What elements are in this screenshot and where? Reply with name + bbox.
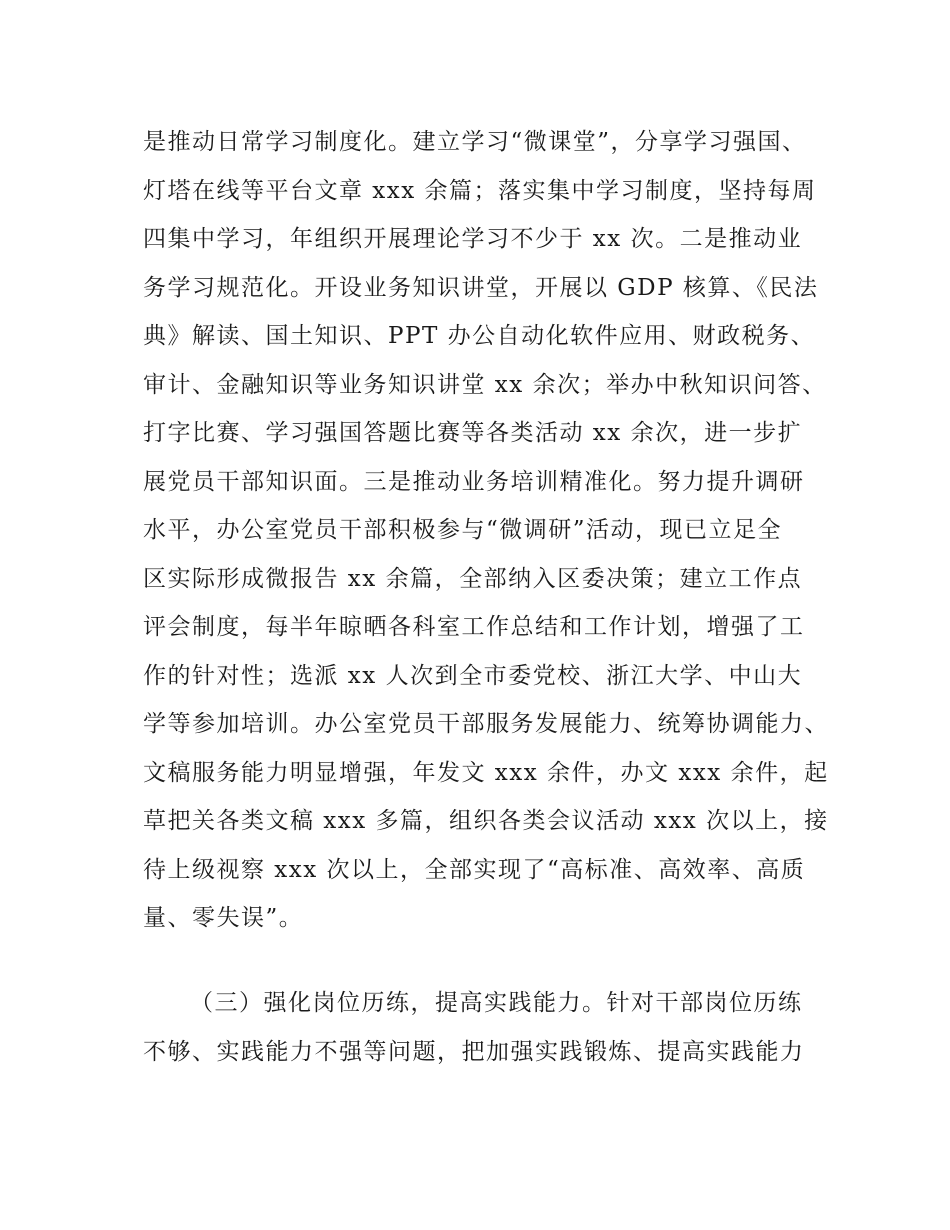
- paragraph-section-three: [143, 983, 843, 1080]
- text-line: 典》解读、国土知识、PPT 办公自动化软件应用、财政税务、: [143, 323, 816, 349]
- text-line: 务学习规范化。开设业务知识讲堂，开展以 GDP 核算、《民法: [143, 274, 819, 301]
- text-line: 量、零失误”。: [143, 905, 304, 931]
- text-line: 草把关各类文稿 xxx 多篇，组织各类会议活动 xxx 次以上，接: [143, 808, 829, 834]
- text-line: 评会制度，每半年晾晒各科室工作总结和工作计划，增强了工: [143, 614, 805, 640]
- text-line: 四集中学习，年组织开展理论学习不少于 xx 次。二是推动业: [143, 226, 803, 252]
- text-line: 审计、金融知识等业务知识讲堂 xx 余次；举办中秋知识问答、: [143, 371, 827, 398]
- text-line: 水平，办公室党员干部积极参与“微调研”活动，现已立足全: [143, 517, 783, 543]
- text-line: 不够、实践能力不强等问题，把加强实践锻炼、提高实践能力: [143, 1038, 805, 1065]
- text-line: 学等参加培训。办公室党员干部服务发展能力、统筹协调能力、: [143, 711, 829, 737]
- text-line: 作的针对性；选派 xx 人次到全市委党校、浙江大学、中山大: [143, 662, 803, 689]
- text-line: 待上级视察 xxx 次以上，全部实现了“高标准、高效率、高质: [143, 856, 806, 883]
- text-line: 区实际形成微报告 xx 余篇，全部纳入区委决策；建立工作点: [143, 565, 803, 592]
- paragraph-continuation: [143, 122, 843, 947]
- text-line: 打字比赛、学习强国答题比赛等各类活动 xx 余次，进一步扩: [143, 420, 803, 446]
- text-line: 展党员干部知识面。三是推动业务培训精准化。努力提升调研: [143, 468, 805, 495]
- text-line: 灯塔在线等平台文章 xxx 余篇；落实集中学习制度，坚持每周: [143, 177, 817, 204]
- text-line: 文稿服务能力明显增强，年发文 xxx 余件，办文 xxx 余件，起: [143, 759, 829, 786]
- section-heading-line: （三）强化岗位历练，提高实践能力。针对干部岗位历练: [190, 990, 803, 1016]
- text-line: 是推动日常学习制度化。建立学习“微课堂”，分享学习强国、: [143, 129, 807, 155]
